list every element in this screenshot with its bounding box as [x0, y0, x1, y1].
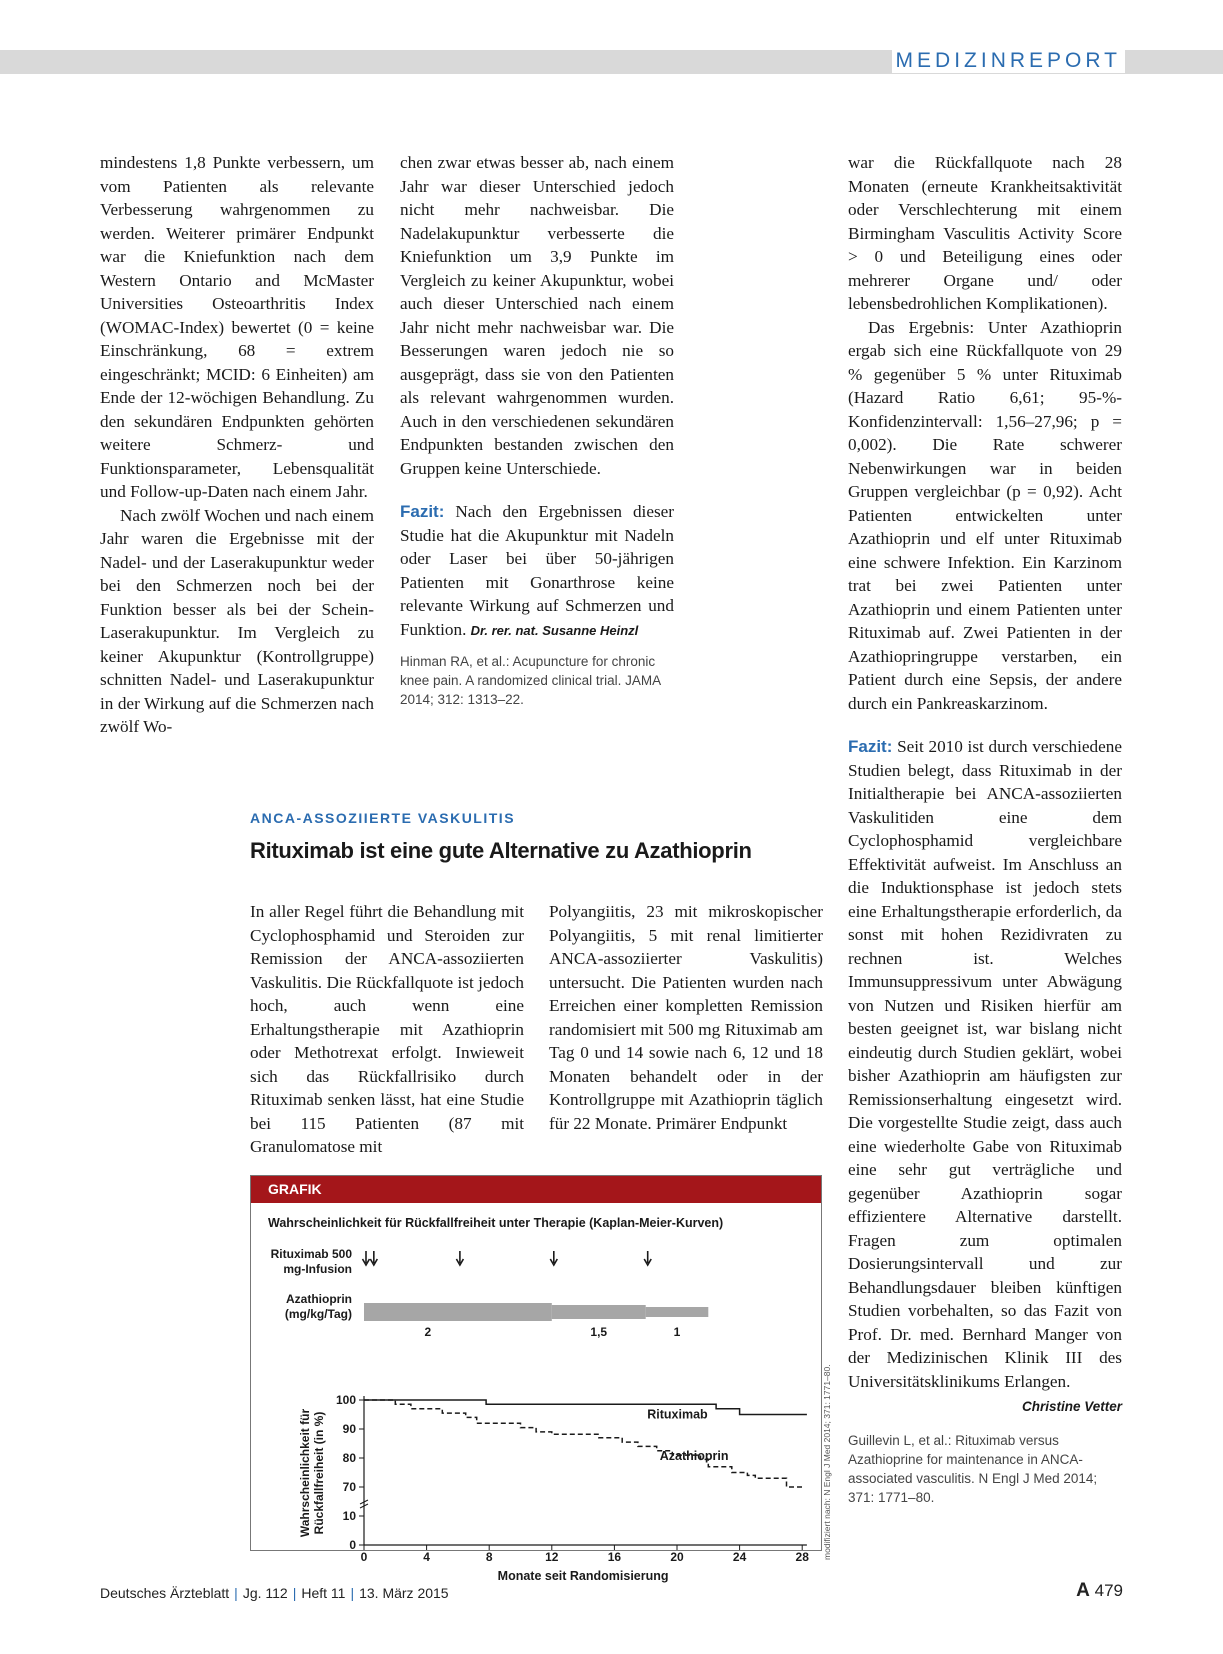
azathioprin-dose-bar: [646, 1307, 709, 1317]
fazit-text: Seit 2010 ist durch verschiedene Studien belegt, dass Rituximab in der Initialtherapie bei ANCA-assoziierten Vaskulitiden eine dem Cyclophosphamid vergleichbare Effektivität aufweist. Im Anschluss an die Induktionsphase ist jedoch stets eine Erhaltungstherapie erforderlich, da sonst mit hohen Rezidivraten zu rechnen ist. Welches Immunsuppressivum unter Abwägung von Nutzen und Risiken hierfür am besten geeignet ist, war bislang nicht eindeutig durch Studien geklärt, wobei bisher Azathioprin am häufigsten zur Remissionserhaltung eingesetzt wird. Die vorgestellte Studie zeigt, dass auch eine wiederholte Gabe von Rituximab eine sehr gut verträgliche und gegenüber Azathioprin sogar effizientere Alternative darstellt. Fragen zum optimalen Dosierungsintervall und zur Behandlungsdauer bleiben künftigen Studien vorbehalten, so das Fazit von Prof. Dr. med. Bernhard Manger von der Medizinischen Klinik III des Universitätsklinikums Erlangen.: [848, 737, 1122, 1391]
x-tick-label: 12: [545, 1550, 559, 1564]
y-tick-label: 100: [335, 1393, 356, 1407]
rituximab-dosing-label: Rituximab 500: [270, 1247, 352, 1261]
issue: Heft 11: [301, 1585, 346, 1601]
x-axis-label: Monate seit Randomisierung: [497, 1569, 669, 1583]
column-1: [100, 151, 374, 739]
kaplan-meier-chart: [251, 1203, 821, 1583]
fazit-paragraph: [848, 735, 1122, 1393]
section-label: MEDIZINREPORT: [892, 49, 1125, 73]
azathioprin-dose-label: 1,5: [590, 1325, 608, 1339]
azathioprin-dose-label: 2: [424, 1325, 432, 1339]
article-column-a: [250, 900, 524, 1159]
paragraph: chen zwar etwas besser ab, nach einem Jahr war dieser Unterschied jedoch nicht mehr nachweisbar. Die Nadelakupunktur verbesserte die Kniefunktion um 3,9 Punkte im Vergleich zu keiner Akupunktur, wobei auch dieser Unterschied nach einem Jahr nicht mehr nachweisbar war. Die Besserungen waren jedoch nie so ausgeprägt, dass sie von den Patienten als relevant wahrgenommen wurden. Auch in den verschiedenen sekundären Endpunkten bestanden zwischen den Gruppen keine Unterschiede.: [400, 153, 674, 478]
chart-credit: modifiziert nach: N Engl J Med 2014; 371: 1771–80.: [822, 1364, 832, 1560]
reference: Guillevin L, et al.: Rituximab versus Azathioprine for maintenance in ANCA-associated vasculitis. N Engl J Med 2014; 371: 1771–80.: [848, 1432, 1098, 1505]
fazit-label: Fazit:: [400, 502, 445, 521]
y-tick-label: 90: [342, 1422, 356, 1436]
x-tick-label: 16: [607, 1550, 622, 1564]
grafik-label: GRAFIK: [251, 1176, 821, 1203]
paragraph: In aller Regel führt die Behandlung mit Cyclophosphamid und Steroiden zur Remission der ANCA-assoziierten Vaskulitis. Die Rückfallquote ist jedoch hoch, auch wenn eine Erhaltungstherapie mit Azathioprin oder Methotrexat erfolgt. Inwieweit sich das Rückfallrisiko durch Rituximab senken lässt, hat eine Studie bei 115 Patienten (87 mit Granulomatose mit: [250, 902, 524, 1156]
paragraph: war die Rückfallquote nach 28 Monaten (erneute Krankheitsaktivität oder Verschlechterung mit einem Birmingham Vasculitis Activity Score > 0 und Beteiligung eines oder mehrerer Organe und/ oder lebensbedrohlichen Komplikationen).: [848, 153, 1122, 313]
author-signature: Christine Vetter: [1021, 1399, 1122, 1414]
issue-date: 13. März 2015: [359, 1585, 449, 1601]
paragraph: Polyangiitis, 23 mit mikroskopischer Polyangiitis, 5 mit renal limitierter ANCA-assoziierter Vaskulitis) untersucht. Die Patienten wurden nach Erreichen einer kompletten Remission randomisiert mit 500 mg Rituximab am Tag 0 und 14 sowie nach 6, 12 und 18 Monaten behandelt oder in der Kontrollgruppe mit Azathioprin täglich für 22 Monate. Primärer Endpunkt: [549, 902, 823, 1133]
page-number-value: 479: [1094, 1581, 1123, 1600]
x-tick-label: 0: [360, 1550, 368, 1564]
footer: Deutsches Ärzteblatt | Jg. 112 | Heft 11 | 13. März 2015: [100, 1585, 449, 1601]
rituximab-curve: [364, 1400, 807, 1415]
paragraph: Nach zwölf Wochen und nach einem Jahr waren die Ergebnisse mit der Nadel- und der Laserakupunktur weder bei den Schmerzen noch bei der Funktion besser als bei der Schein-Laserakupunktur. Im Vergleich zu keiner Akupunktur (Kontrollgruppe) schnitten Nadel- und Laserakupunktur in der Wirkung auf die Schmerzen nach zwölf Wo-: [100, 505, 374, 736]
article-column-b: [549, 900, 823, 1135]
x-tick-label: 28: [795, 1550, 809, 1564]
y-tick-label: 10: [342, 1509, 356, 1523]
azathioprin-dose-label: 1: [673, 1325, 681, 1339]
volume: Jg. 112: [242, 1585, 288, 1601]
article-headline: Rituximab ist eine gute Alternative zu Azathioprin: [250, 838, 752, 863]
azathioprin-dose-bar: [552, 1305, 646, 1319]
x-tick-label: 24: [732, 1550, 747, 1564]
page-prefix: A: [1076, 1580, 1090, 1601]
column-2: [400, 151, 674, 709]
journal-name: Deutsches Ärzteblatt: [100, 1585, 230, 1601]
x-tick-label: 4: [423, 1550, 430, 1564]
fazit-paragraph: [400, 500, 674, 642]
azathioprin-dose-bar: [364, 1303, 552, 1321]
column-3: [848, 151, 1122, 1507]
azathioprin-series-label: Azathioprin: [659, 1449, 729, 1464]
y-tick-label: 80: [342, 1451, 356, 1465]
grafik-box: [250, 1175, 822, 1583]
page-number: [1076, 1580, 1123, 1602]
azathioprin-curve: [364, 1400, 802, 1487]
y-tick-label: 0: [349, 1538, 356, 1552]
rituximab-dosing-label: mg-Infusion: [283, 1262, 352, 1276]
y-axis-label: Rückfallfreiheit (in %): [312, 1411, 326, 1535]
fazit-label: Fazit:: [848, 737, 893, 756]
fazit-text: Nach den Ergebnissen dieser Studie hat die Akupunktur mit Nadeln oder Laser bei über 50-jährigen Patienten mit Gonarthrose keine relevante Wirkung auf Schmerzen und Funktion.: [400, 502, 674, 639]
x-tick-label: 20: [670, 1550, 684, 1564]
y-axis-label: Wahrscheinlichkeit für: [298, 1408, 312, 1538]
azathioprin-dosing-label: (mg/kg/Tag): [284, 1307, 352, 1321]
azathioprin-dosing-label: Azathioprin: [286, 1292, 352, 1306]
reference: Hinman RA, et al.: Acupuncture for chronic knee pain. A randomized clinical trial. JAMA 2014; 312: 1313–22.: [400, 654, 661, 707]
author-signature: Dr. rer. nat. Susanne Heinzl: [470, 622, 639, 638]
article-kicker: ANCA-ASSOZIIERTE VASKULITIS: [250, 810, 516, 826]
chart-title: Wahrscheinlichkeit für Rückfallfreiheit unter Therapie (Kaplan-Meier-Kurven): [268, 1216, 724, 1230]
paragraph: mindestens 1,8 Punkte verbessern, um vom Patienten als relevante Verbesserung wahrgenommen zu werden. Weiterer primärer Endpunkt war die Kniefunktion nach dem Western Ontario and McMaster Universities Osteoarthritis Index (WOMAC-Index) bewertet (0 = keine Einschränkung, 68 = extrem eingeschränkt; MCID: 6 Einheiten) am Ende der 12-wöchigen Behandlung. Zu den sekundären Endpunkten gehörten weitere Schmerz- und Funktionsparameter, Lebensqualität und Follow-up-Daten nach einem Jahr.: [100, 153, 374, 501]
y-tick-label: 70: [342, 1480, 356, 1494]
paragraph: Das Ergebnis: Unter Azathioprin ergab sich eine Rückfallquote von 29 % gegenüber 5 % unter Rituximab (Hazard Ratio 6,61; 95-%-Konfidenzintervall: 1,56–27,96; p = 0,002). Die Rate schwerer Nebenwirkungen war in beiden Gruppen vergleichbar (p = 0,92). Acht Patienten entwickelten unter Azathioprin und elf unter Rituximab eine schwere Infektion. Ein Karzinom trat bei zwei Patienten unter Azathioprin und einem Patienten unter Rituximab auf. Zwei Patienten in der Azathiopringruppe verstarben, ein Patient durch eine Sepsis, der andere durch ein Pankreaskarzinom.: [848, 317, 1122, 713]
x-tick-label: 8: [485, 1550, 493, 1564]
rituximab-series-label: Rituximab: [647, 1407, 708, 1422]
